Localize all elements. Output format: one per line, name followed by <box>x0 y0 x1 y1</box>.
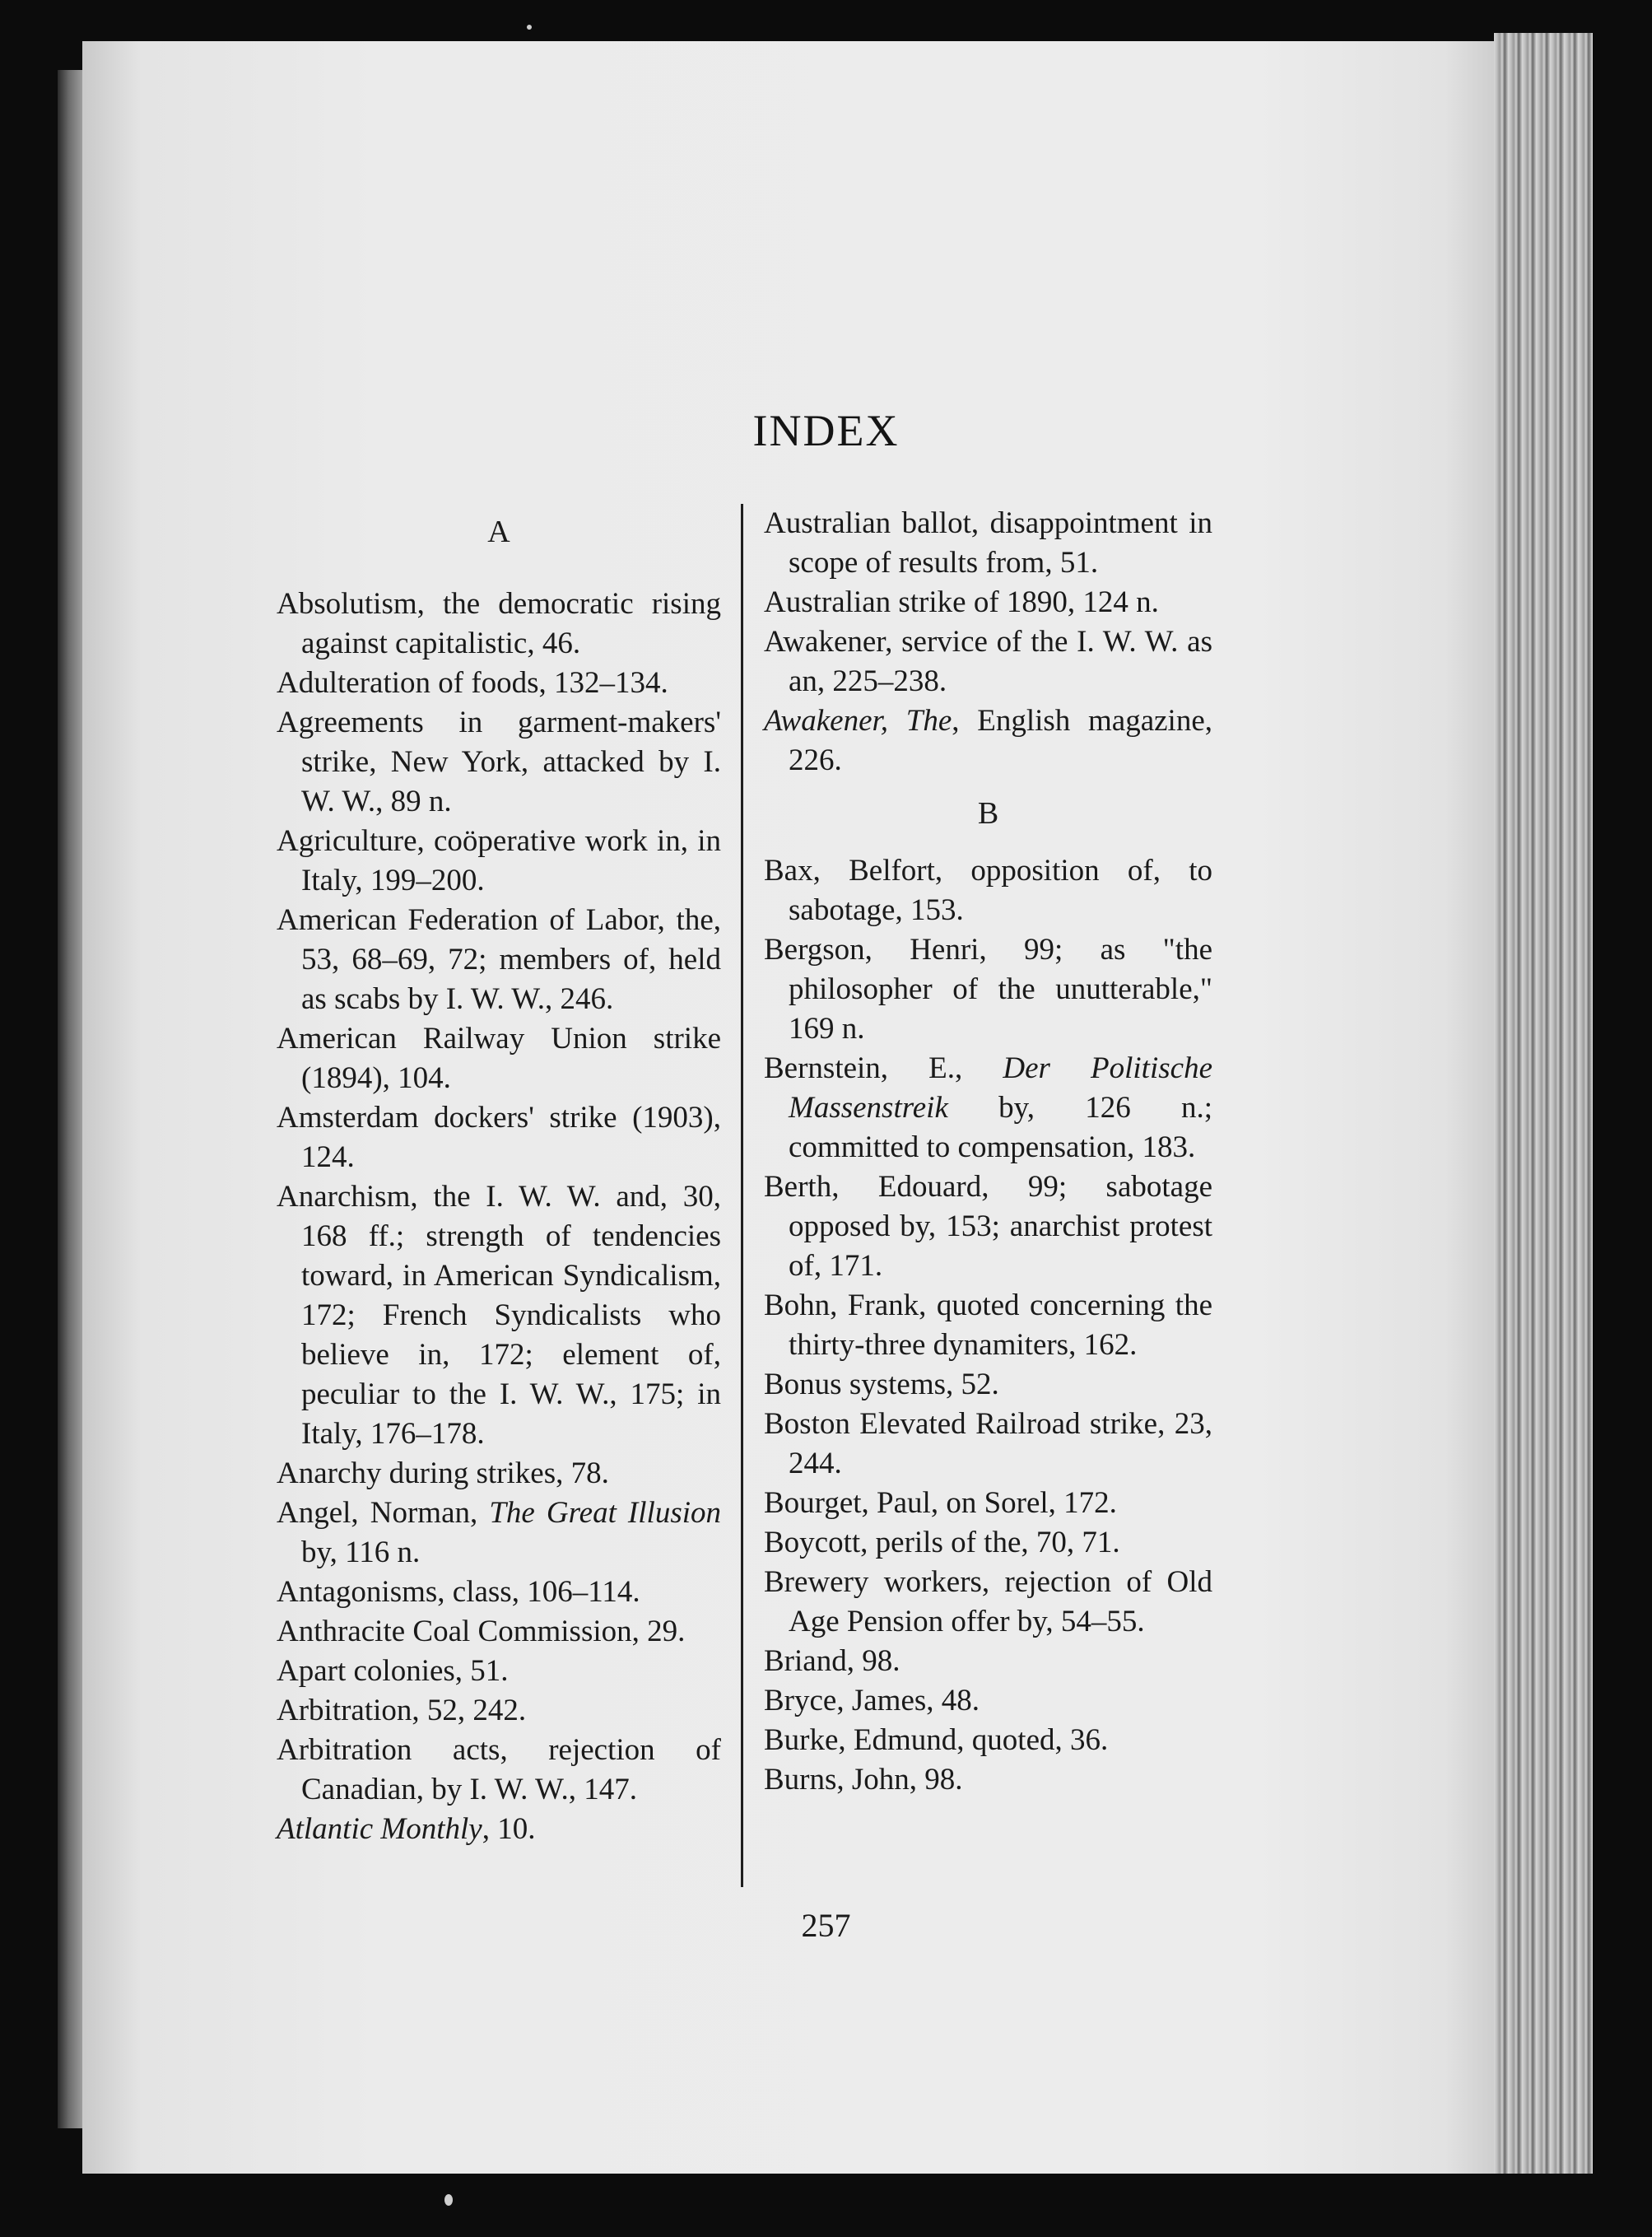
index-entry: Briand, 98. <box>764 1644 900 1678</box>
index-entry: Anarchism, the I. W. W. and, 30, 168 ff.; strength of tendencies toward, in American Syndicalism, 172; French Syndicalists who believe in, 172; element of, peculiar to the I. W. W., 175; in Italy, 176–178. <box>277 1180 721 1451</box>
index-entry: Adulteration of foods, 132–134. <box>277 666 668 700</box>
index-entry: American Federation of Labor, the, 53, 68–69, 72; members of, held as scabs by I. W. W., 246. <box>277 903 721 1016</box>
index-entry: Burke, Edmund, quoted, 36. <box>764 1723 1109 1757</box>
index-column-left <box>277 504 721 1849</box>
index-entry: Anarchy during strikes, 78. <box>277 1456 609 1490</box>
section-letter-b: B <box>977 796 999 831</box>
index-entry: Brewery workers, rejection of Old Age Pension offer by, 54–55. <box>764 1565 1212 1638</box>
scan-speck <box>527 25 532 30</box>
index-entry: Bergson, Henri, 99; as "the philosopher of the unutterable," 169 n. <box>764 933 1212 1046</box>
index-entry: Agriculture, coöperative work in, in Italy, 199–200. <box>277 824 721 897</box>
index-entry: Arbitration acts, rejection of Canadian, by I. W. W., 147. <box>277 1733 721 1806</box>
entry-text: Angel, Norman, <box>277 1496 490 1530</box>
index-entry: Antagonisms, class, 106–114. <box>277 1575 640 1609</box>
index-entry: Apart colonies, 51. <box>277 1654 509 1688</box>
index-entry: Boycott, perils of the, 70, 71. <box>764 1526 1120 1559</box>
entry-title-italic: Awakener, The <box>764 704 952 738</box>
index-entry: Agreements in garment-makers' strike, New York, attacked by I. W. W., 89 n. <box>277 706 721 818</box>
index-entry: Bax, Belfort, opposition of, to sabotage, 153. <box>764 854 1212 927</box>
index-entry-bernstein <box>764 1049 1212 1167</box>
index-entry: Anthracite Coal Commission, 29. <box>277 1615 686 1648</box>
entry-text: Bernstein, E., <box>764 1051 1003 1085</box>
entry-text: , English magazine, 226. <box>789 704 1212 777</box>
index-entry: Bohn, Frank, quoted concerning the thirty-three dynamiters, 162. <box>764 1289 1212 1362</box>
index-entry: Awakener, service of the I. W. W. as an, 225–238. <box>764 625 1212 698</box>
page-stack-edge <box>1494 33 1593 2174</box>
index-entry: Bryce, James, 48. <box>764 1684 980 1717</box>
entry-text: , 10. <box>482 1812 536 1846</box>
right-background <box>1593 33 1652 2174</box>
index-entry: Australian strike of 1890, 124 n. <box>764 585 1159 619</box>
entry-title-italic: The Great Illusion <box>489 1496 721 1530</box>
index-entry-angel <box>277 1494 721 1573</box>
section-letter-a: A <box>487 515 510 549</box>
index-entry-atlantic <box>277 1810 721 1849</box>
index-entry: Australian ballot, disappointment in scope of results from, 51. <box>764 506 1212 580</box>
index-entry: Bourget, Paul, on Sorel, 172. <box>764 1486 1117 1520</box>
index-entry: Absolutism, the democratic rising against capitalistic, 46. <box>277 587 721 660</box>
index-entry: Bonus systems, 52. <box>764 1368 999 1401</box>
scan-speck <box>444 2194 453 2206</box>
index-column-right <box>764 504 1212 1800</box>
index-entry: Boston Elevated Railroad strike, 23, 244. <box>764 1407 1212 1480</box>
entry-text: by, 116 n. <box>301 1536 421 1569</box>
column-divider <box>741 504 743 1887</box>
page-number: 257 <box>801 1907 851 1944</box>
index-entry: Amsterdam dockers' strike (1903), 124. <box>277 1101 721 1174</box>
index-entry: American Railway Union strike (1894), 104. <box>277 1022 721 1095</box>
index-entry: Arbitration, 52, 242. <box>277 1694 527 1727</box>
index-entry: Berth, Edouard, 99; sabotage opposed by, 153; anarchist protest of, 171. <box>764 1170 1212 1283</box>
entry-title-italic: Der Politische Massenstreik <box>789 1051 1212 1125</box>
page-title: INDEX <box>752 406 900 455</box>
index-entry-awakener <box>764 701 1212 781</box>
entry-text: by, 126 n.; committed to compensation, 183. <box>789 1091 1212 1164</box>
entry-title-italic: Atlantic Monthly <box>277 1812 482 1846</box>
index-entry: Burns, John, 98. <box>764 1763 963 1797</box>
